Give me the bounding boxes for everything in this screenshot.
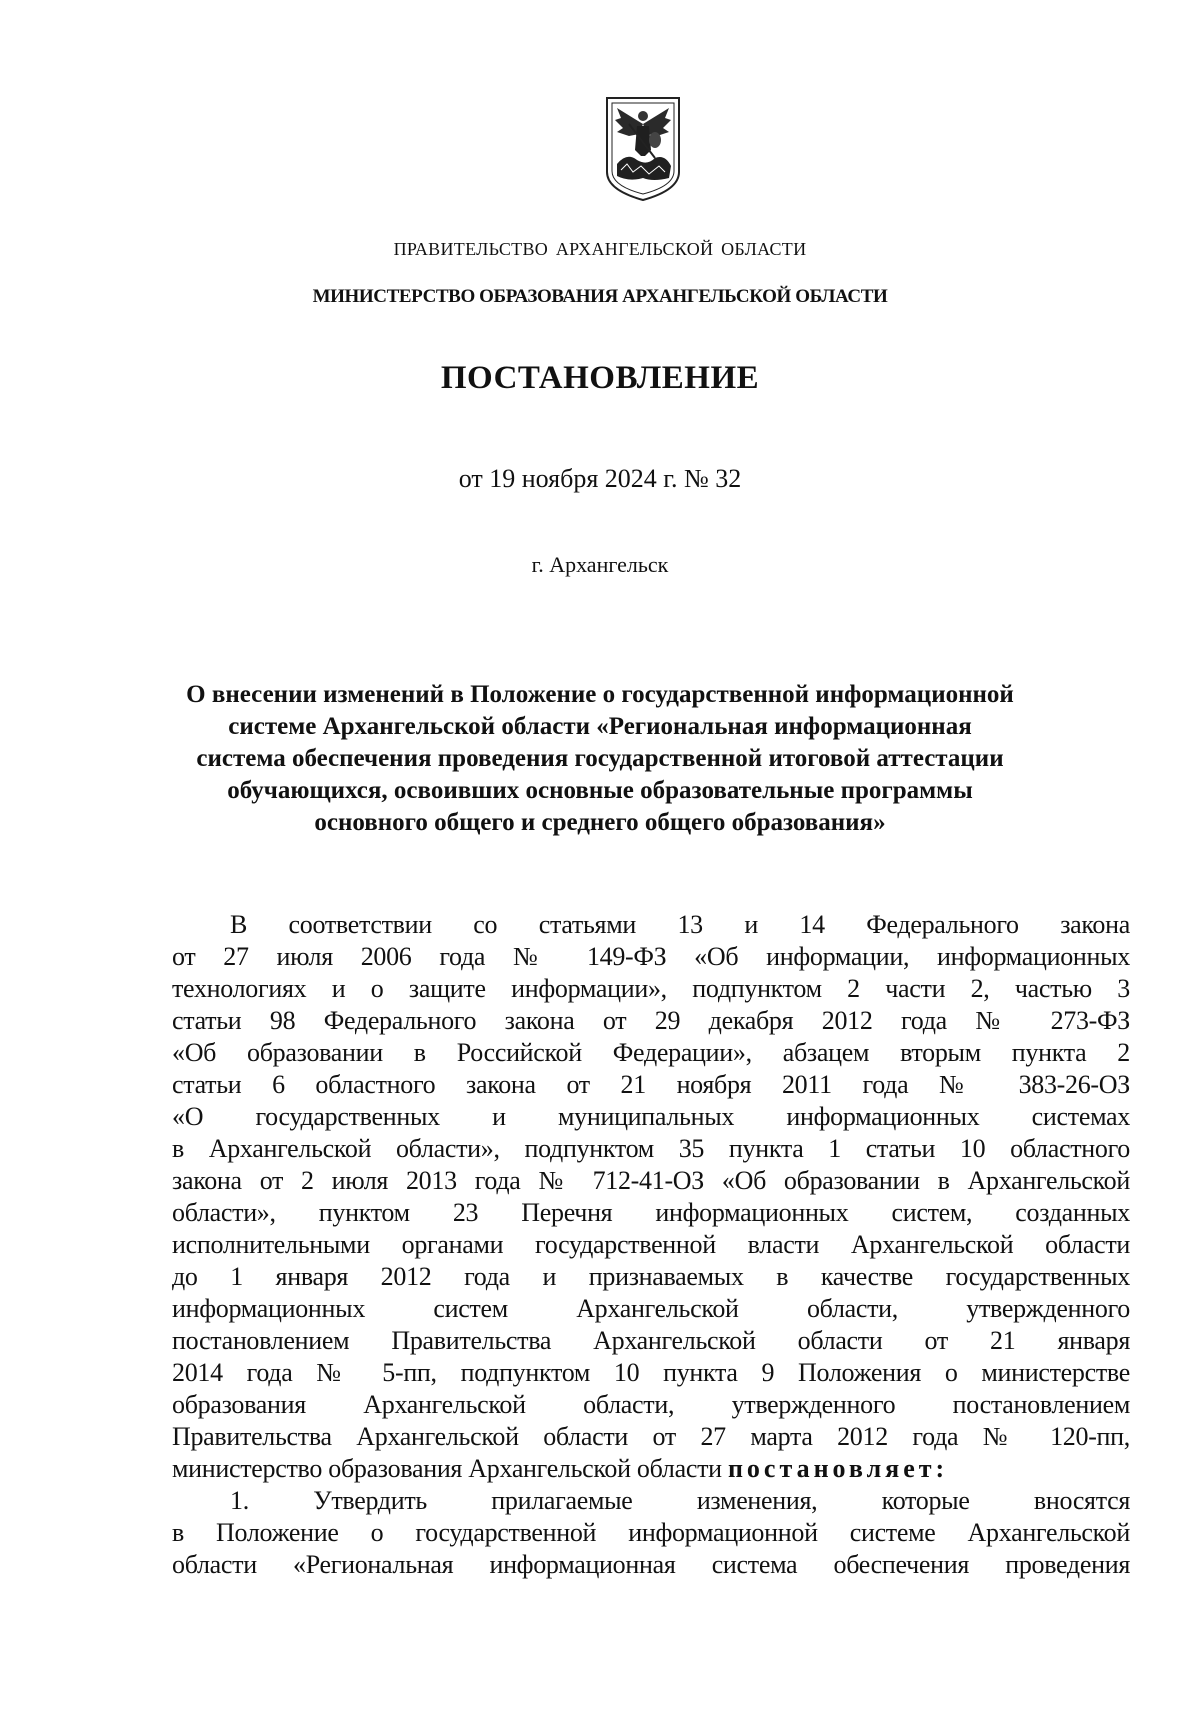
body-line: Правительства Архангельской области от 27 марта 2012 года № 120-пп, bbox=[172, 1422, 1130, 1451]
body-line: от 27 июля 2006 года № 149-ФЗ «Об информации, информационных bbox=[172, 942, 1130, 971]
document-type-heading: ПОСТАНОВЛЕНИЕ bbox=[440, 360, 760, 396]
document-title bbox=[160, 679, 1040, 839]
body-line: постановлением Правительства Архангельской области от 21 января bbox=[172, 1326, 1130, 1355]
item-1-paragraph bbox=[172, 1485, 1130, 1581]
title-line: системе Архангельской области «Региональная информационная bbox=[228, 713, 972, 740]
body-line: «Об образовании в Российской Федерации», абзацем вторым пункта 2 bbox=[172, 1038, 1130, 1067]
body-line: до 1 января 2012 года и признаваемых в качестве государственных bbox=[172, 1262, 1130, 1291]
title-line: система обеспечения проведения государственной итоговой аттестации bbox=[196, 745, 1004, 772]
body-line: 1. Утвердить прилагаемые изменения, которые вносятся bbox=[230, 1486, 1130, 1515]
ministry-header: МИНИСТЕРСТВО ОБРАЗОВАНИЯ АРХАНГЕЛЬСКОЙ ОБЛАСТИ bbox=[312, 286, 888, 307]
body-line: области», пунктом 23 Перечня информационных систем, созданных bbox=[172, 1198, 1130, 1227]
title-line: основного общего и среднего общего образования» bbox=[314, 809, 886, 836]
coat-of-arms-icon bbox=[603, 94, 683, 204]
body-line-last bbox=[172, 1453, 1130, 1485]
body-line: «О государственных и муниципальных информационных системах bbox=[172, 1102, 1130, 1131]
title-line: обучающихся, освоивших основные образовательные программы bbox=[227, 777, 973, 804]
body-line: образования Архангельской области, утвержденного постановлением bbox=[172, 1390, 1130, 1419]
body-line: статьи 6 областного закона от 21 ноября 2011 года № 383-26-ОЗ bbox=[172, 1070, 1130, 1099]
document-date-number: от 19 ноября 2024 г. № 32 bbox=[458, 464, 742, 493]
body-line: В соответствии со статьями 13 и 14 Федерального закона bbox=[230, 910, 1130, 939]
body-line: закона от 2 июля 2013 года № 712-41-ОЗ «Об образовании в Архангельской bbox=[172, 1166, 1130, 1195]
decree-word: постановляет: bbox=[727, 1454, 949, 1483]
body-line: области «Региональная информационная система обеспечения проведения bbox=[172, 1550, 1130, 1579]
government-header: ПРАВИТЕЛЬСТВО АРХАНГЕЛЬСКОЙ ОБЛАСТИ bbox=[393, 239, 807, 259]
preamble-last-text: министерство образования Архангельской области bbox=[172, 1454, 722, 1483]
body-line: технологиях и о защите информации», подпунктом 2 части 2, частью 3 bbox=[172, 974, 1130, 1003]
document-city: г. Архангельск bbox=[531, 552, 669, 577]
body-line: информационных систем Архангельской области, утвержденного bbox=[172, 1294, 1130, 1323]
preamble-paragraph bbox=[172, 909, 1130, 1485]
document-body bbox=[172, 909, 1130, 1581]
body-line: статьи 98 Федерального закона от 29 декабря 2012 года № 273-ФЗ bbox=[172, 1006, 1130, 1035]
body-line: 2014 года № 5-пп, подпунктом 10 пункта 9 Положения о министерстве bbox=[172, 1358, 1130, 1387]
title-line: О внесении изменений в Положение о государственной информационной bbox=[186, 681, 1014, 708]
body-line: в Положение о государственной информационной системе Архангельской bbox=[172, 1518, 1130, 1547]
body-line: в Архангельской области», подпунктом 35 пункта 1 статьи 10 областного bbox=[172, 1134, 1130, 1163]
body-line: исполнительными органами государственной власти Архангельской области bbox=[172, 1230, 1130, 1259]
